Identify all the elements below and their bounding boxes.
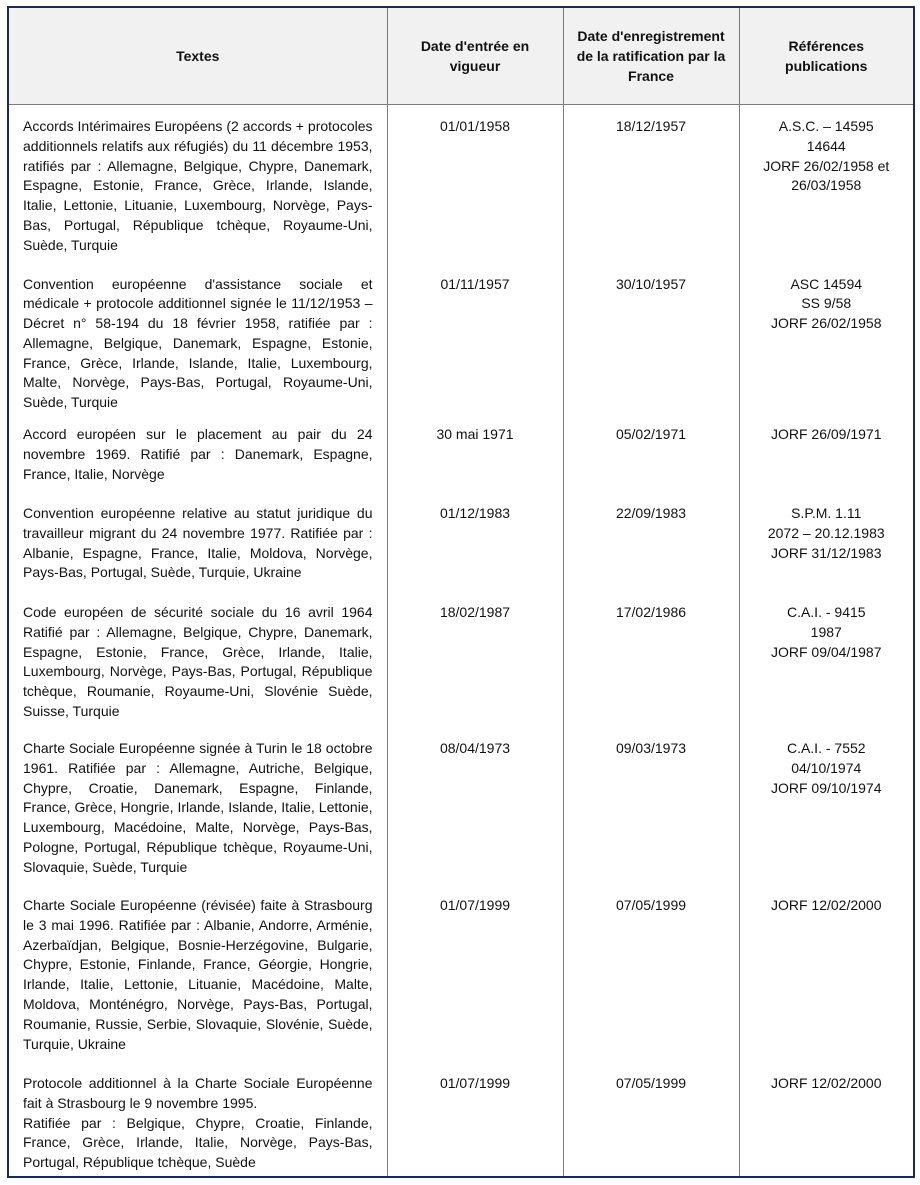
row-text-main: Charte Sociale Européenne (révisée) faite à Strasbourg le 3 mai 1996. Ratifiée par : Albanie, Andorre, Arménie, Azerbaïdjan, Belgique, Bosnie-Herzégovine, Bulgarie, Chypre, Estonie, Finlande, France, Géorgie, Hongrie, Irlande, Italie, Lettonie, Lituanie, Macédoine, Malte, Moldova, Monténégro, Norvège, Pays-Bas, Portugal, Roumanie, Russie, Serbie, Slovaquie, Slovénie, Suède, Turquie, Ukraine xyxy=(23,897,373,1052)
reference-line: JORF 26/02/1958 et 26/03/1958 xyxy=(763,157,890,194)
table-row xyxy=(8,413,914,492)
row-date-enregistrement: 05/02/1971 xyxy=(563,413,739,492)
row-date-enregistrement: 09/03/1973 xyxy=(563,727,739,884)
reference-line: 04/10/1974 xyxy=(791,759,862,776)
reference-line: 1987 xyxy=(810,623,842,640)
row-text xyxy=(8,884,387,1062)
header-date-enregistrement: Date d'enregistrement de la ratification par la France xyxy=(563,7,739,105)
reference-line: S.P.M. 1.11 xyxy=(791,505,862,522)
row-date-entree: 30 mai 1971 xyxy=(387,413,563,492)
row-text-main: Protocole additionnel à la Charte Sociale Européenne fait à Strasbourg le 9 novembre 1995. xyxy=(23,1075,373,1111)
reference-line: JORF 31/12/1983 xyxy=(770,544,882,561)
row-references xyxy=(739,727,914,884)
row-text-ratification: Ratifiée par : Belgique, Chypre, Croatie, Finlande, France, Grèce, Irlande, Italie, Norvège, Pays-Bas, Portugal, République tchèque, Suède xyxy=(23,1114,373,1171)
reference-line: SS 9/58 xyxy=(801,295,852,312)
table-row xyxy=(8,884,914,1062)
treaties-table xyxy=(7,6,915,1178)
row-text xyxy=(8,1062,387,1177)
row-date-entree: 08/04/1973 xyxy=(387,727,563,884)
table-row xyxy=(8,263,914,414)
row-date-enregistrement: 07/05/1999 xyxy=(563,884,739,1062)
row-text-main: Accords Intérimaires Européens (2 accords + protocoles additionnels relatifs aux réfugiés) du 11 décembre 1953, ratifiés par : Allemagne, Belgique, Chypre, Danemark, Espagne, Estonie, France, Grèce, Irlande, Islande, Italie, Lettonie, Lituanie, Luxembourg, Norvège, Pays-Bas, Portugal, République tchèque, Royaume-Uni, Suède, Turquie xyxy=(23,118,373,253)
reference-line: C.A.I. - 7552 xyxy=(786,740,866,757)
row-date-enregistrement: 22/09/1983 xyxy=(563,492,739,591)
row-date-enregistrement: 18/12/1957 xyxy=(563,105,739,263)
row-references xyxy=(739,492,914,591)
row-text-main: Convention européenne d'assistance sociale et médicale + protocole additionnel signée le 11/12/1953 – Décret n° 58-194 du 18 février 1958, ratifiée par : Allemagne, Belgique, Danemark, Espagne, Estonie, France, Grèce, Irlande, Islande, Italie, Luxembourg, Malte, Norvège, Pays-Bas, Portugal, Royaume-Uni, Suède, Turquie xyxy=(23,275,373,411)
row-date-entree: 01/11/1957 xyxy=(387,263,563,414)
row-date-entree: 18/02/1987 xyxy=(387,591,563,727)
row-date-entree: 01/07/1999 xyxy=(387,884,563,1062)
row-text xyxy=(8,105,387,263)
row-text xyxy=(8,413,387,492)
row-date-entree: 01/07/1999 xyxy=(387,1062,563,1177)
reference-line: JORF 09/10/1974 xyxy=(770,779,882,796)
reference-line: JORF 26/09/1971 xyxy=(770,426,882,443)
row-references xyxy=(739,105,914,263)
reference-line: JORF 12/02/2000 xyxy=(770,897,882,914)
header-row xyxy=(8,7,914,105)
row-references xyxy=(739,591,914,727)
row-references xyxy=(739,1062,914,1177)
header-references: Références publications xyxy=(739,7,914,105)
row-date-enregistrement: 17/02/1986 xyxy=(563,591,739,727)
reference-line: 2072 – 20.12.1983 xyxy=(767,524,885,541)
row-references xyxy=(739,413,914,492)
row-date-enregistrement: 07/05/1999 xyxy=(563,1062,739,1177)
reference-line: C.A.I. - 9415 xyxy=(786,604,866,621)
reference-line: JORF 09/04/1987 xyxy=(770,643,882,660)
reference-line: 14644 xyxy=(806,137,846,154)
row-date-enregistrement: 30/10/1957 xyxy=(563,263,739,414)
row-text xyxy=(8,591,387,727)
header-textes: Textes xyxy=(8,7,387,105)
row-text-main: Charte Sociale Européenne signée à Turin le 18 octobre 1961. Ratifiée par : Allemagne, Autriche, Belgique, Chypre, Croatie, Danemark, Espagne, Finlande, France, Grèce, Hongrie, Irlande, Islande, Italie, Lettonie, Luxembourg, Macédoine, Malte, Norvège, Pays-Bas, Pologne, Portugal, République tchèque, Royaume-Uni, Slovaquie, Suède, Turquie xyxy=(23,740,373,875)
row-text-main: Accord européen sur le placement au pair du 24 novembre 1969. Ratifié par : Danemark, Espagne, France, Italie, Norvège xyxy=(23,426,373,482)
reference-line: A.S.C. – 14595 xyxy=(778,118,874,134)
row-date-entree: 01/12/1983 xyxy=(387,492,563,591)
table-row xyxy=(8,492,914,591)
row-text xyxy=(8,263,387,414)
reference-line: JORF 26/02/1958 xyxy=(770,315,882,332)
reference-line: ASC 14594 xyxy=(790,275,863,292)
row-text xyxy=(8,492,387,591)
table-row xyxy=(8,1062,914,1177)
row-text-main: Code européen de sécurité sociale du 16 avril 1964 Ratifié par : Allemagne, Belgique, Chypre, Danemark, Espagne, Estonie, France, Grèce, Irlande, Italie, Luxembourg, Norvège, Pays-Bas, Portugal, République tchèque, Roumanie, Royaume-Uni, Slovénie Suède, Suisse, Turquie xyxy=(23,604,373,720)
row-references xyxy=(739,884,914,1062)
row-text-main: Convention européenne relative au statut juridique du travailleur migrant du 24 novembre 1977. Ratifiée par : Albanie, Espagne, France, Italie, Moldova, Norvège, Pays-Bas, Portugal, Suède, Turquie, Ukraine xyxy=(23,505,373,581)
table-row xyxy=(8,727,914,884)
reference-line: JORF 12/02/2000 xyxy=(770,1075,882,1092)
row-references xyxy=(739,263,914,414)
row-text xyxy=(8,727,387,884)
table-row xyxy=(8,591,914,727)
row-date-entree: 01/01/1958 xyxy=(387,105,563,263)
table-row xyxy=(8,105,914,263)
header-date-entree: Date d'entrée en vigueur xyxy=(387,7,563,105)
